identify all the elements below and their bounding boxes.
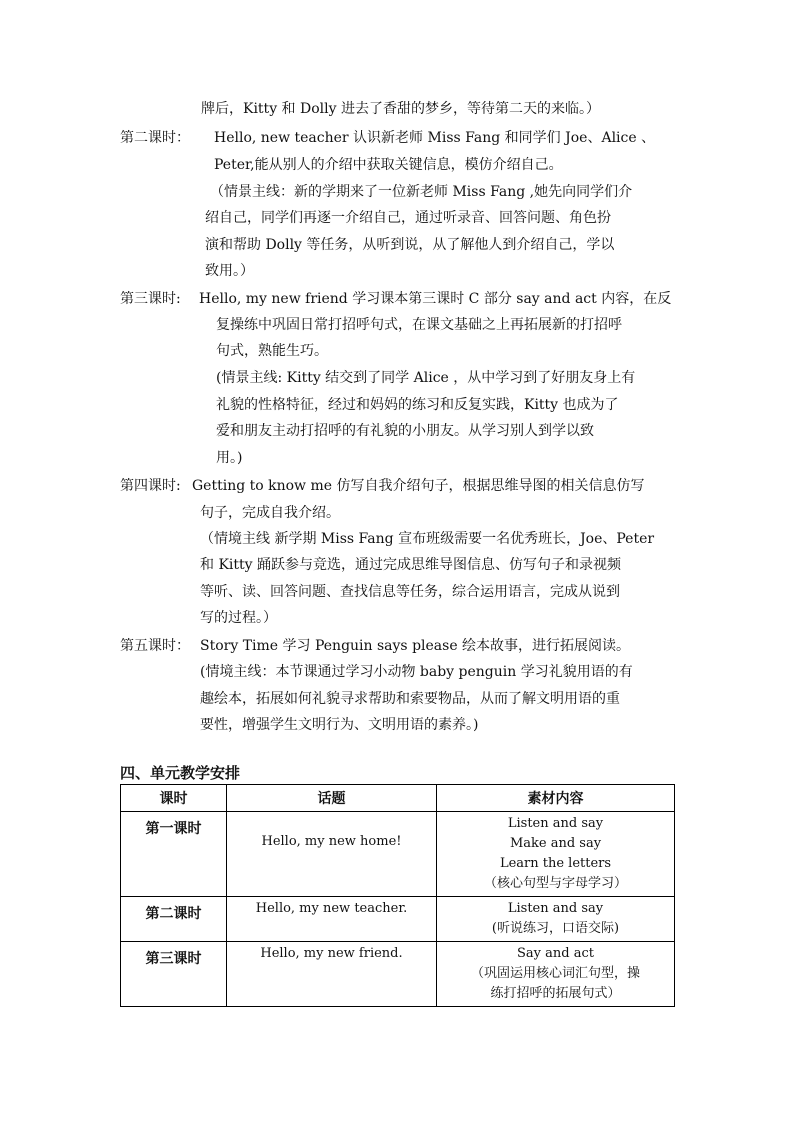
lesson4-label: 第四课时:: [120, 478, 181, 494]
lesson3-line3: 句式，熟能生巧。: [216, 343, 328, 359]
materials-line: (听说练习，口语交际): [491, 921, 620, 936]
topic-cell: Hello, my new friend.: [227, 942, 437, 1007]
topic-cell: Hello, my new teacher.: [227, 897, 437, 942]
lesson3-scene-line1: (情景主线: Kitty 结交到了同学 Alice ，从中学习到了好朋友身上有: [216, 370, 636, 386]
lesson5-scene-line3: 要性，增强学生文明行为、文明用语的素养。): [200, 717, 479, 733]
lesson3-scene-line3: 爱和朋友主动打招呼的有礼貌的小朋友。从学习别人到学以致: [216, 423, 594, 439]
lesson2-scene-line4: 致用。）: [205, 263, 254, 279]
materials-line: Say and act: [517, 946, 594, 961]
lesson4-line1: Getting to know me 仿写自我介绍句子，根据思维导图的相关信息仿写: [192, 478, 645, 494]
lesson2-line2: Peter,能从别人的介绍中获取关键信息，模仿介绍自己。: [214, 157, 563, 173]
table-row: [121, 942, 675, 1007]
lesson4-scene-line4: 写的过程。）: [200, 610, 277, 626]
materials-line: （巩固运用核心词汇句型，操: [470, 966, 640, 981]
lesson5-scene-line2: 趣绘本，拓展如何礼貌寻求帮助和索要物品，从而了解文明用语的重: [200, 691, 620, 707]
lesson5-label: 第五课时：: [120, 638, 190, 654]
materials-cell: [437, 812, 675, 897]
section4-heading: 四、单元教学安排: [120, 764, 241, 782]
materials-line: （核心句型与字母学习）: [483, 876, 627, 891]
table-row: [121, 812, 675, 897]
lesson5-line1: Story Time 学习 Penguin says please 绘本故事，进行拓展阅读。: [200, 638, 631, 654]
lesson3-label: 第三课时:: [120, 291, 181, 307]
materials-cell: [437, 897, 675, 942]
lesson2-line1: Hello, new teacher 认识新老师 Miss Fang 和同学们 Joe、Alice 、: [214, 130, 656, 146]
lesson2-scene-line1: （情景主线：新的学期来了一位新老师 Miss Fang ,她先向同学们介: [210, 184, 633, 200]
topic-cell: Hello, my new home!: [227, 812, 437, 897]
lesson3-line2: 复操练中巩固日常打招呼句式，在课文基础之上再拓展新的打招呼: [216, 317, 622, 333]
lesson2-scene-line3: 演和帮助 Dolly 等任务，从听到说，从了解他人到介绍自己，学以: [205, 237, 615, 253]
lesson-cell: 第三课时: [121, 942, 227, 1007]
lesson4-line2: 句子，完成自我介绍。: [200, 505, 340, 521]
lesson-cell: 第二课时: [121, 897, 227, 942]
column-header-topic: 话题: [227, 785, 437, 812]
intro-tail-line: 牌后，Kitty 和 Dolly 进去了香甜的梦乡，等待第二天的来临。）: [201, 101, 600, 117]
table-row: [121, 897, 675, 942]
lesson3-line1: Hello, my new friend 学习课本第三课时 C 部分 say and act 内容，在反: [199, 291, 672, 307]
lesson5-scene-line1: (情境主线：本节课通过学习小动物 baby penguin 学习礼貌用语的有: [200, 664, 633, 680]
lesson2-label: 第二课时：: [120, 130, 190, 146]
table-header-row: [121, 785, 675, 812]
materials-line: Listen and say: [507, 901, 604, 916]
column-header-lesson: 课时: [121, 785, 227, 812]
lesson2-scene-line2: 绍自己，同学们再逐一介绍自己，通过听录音、回答问题、角色扮: [205, 210, 611, 226]
lesson-cell: 第一课时: [121, 812, 227, 897]
materials-line: 练打招呼的拓展句式）: [490, 986, 621, 1001]
lesson4-scene-line2: 和 Kitty 踊跃参与竞选，通过完成思维导图信息、仿写句子和录视频: [200, 557, 621, 573]
unit-schedule-table: [120, 784, 675, 1007]
materials-line: Learn the letters: [499, 856, 612, 871]
materials-cell: [437, 942, 675, 1007]
column-header-materials: 素材内容: [437, 785, 675, 812]
lesson4-scene-line1: （情境主线 新学期 Miss Fang 宣布班级需要一名优秀班长，Joe、Peter: [200, 531, 655, 547]
lesson3-scene-line2: 礼貌的性格特征，经过和妈妈的练习和反复实践，Kitty 也成为了: [216, 397, 619, 413]
materials-line: Listen and say: [507, 816, 604, 831]
lesson3-scene-line4: 用。): [216, 450, 243, 466]
materials-line: Make and say: [509, 836, 602, 851]
lesson4-scene-line3: 等听、读、回答问题、查找信息等任务，综合运用语言，完成从说到: [200, 584, 620, 600]
